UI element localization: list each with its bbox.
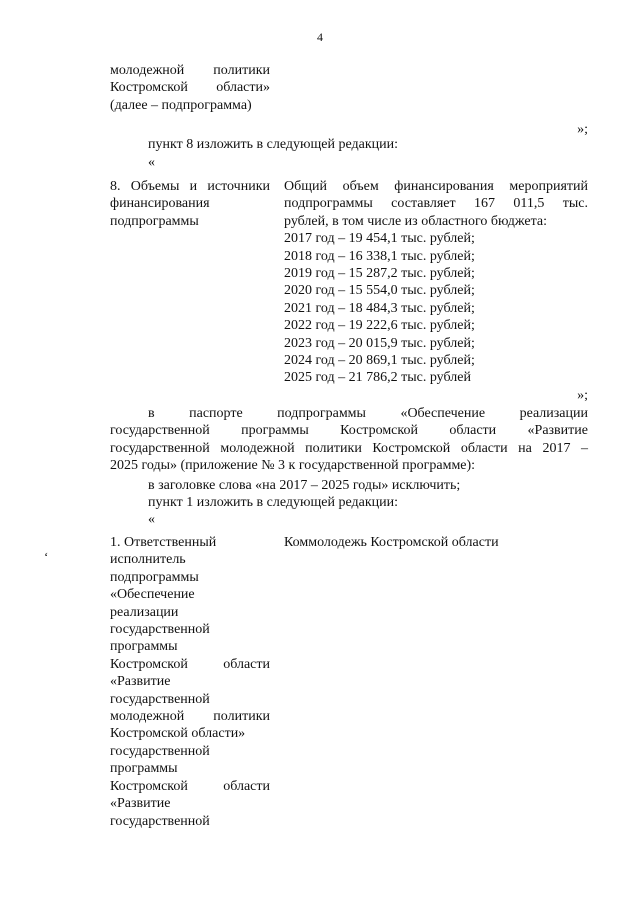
table1-right-line: 2019 год – 15 287,2 тыс. рублей; <box>284 266 475 282</box>
table2-left-line: исполнитель <box>110 552 186 568</box>
table1-right-line: 2022 год – 19 222,6 тыс. рублей; <box>284 318 475 334</box>
table2-left-line: государственной <box>110 622 210 638</box>
table2-left-line: государственной <box>110 691 210 707</box>
top-line-3: (далее – подпрограмма) <box>110 97 252 113</box>
table1-right-cell <box>284 178 588 387</box>
table2-left-line: Костромской области <box>110 656 270 672</box>
top-block <box>110 62 270 114</box>
table1-left-line: 8. Объемы и источники <box>110 179 270 194</box>
margin-mark: ‘ <box>44 549 49 564</box>
table2-left-line: молодежной политики <box>110 709 270 725</box>
table1-right-line: 2017 год – 19 454,1 тыс. рублей; <box>284 231 475 247</box>
item8-intro: пункт 8 изложить в следующей редакции: <box>148 137 398 152</box>
paragraph-line: государственной программы Костромской области «Развитие <box>110 423 588 439</box>
paragraph-line: государственной молодежной политики Костромской области на 2017 – <box>110 440 588 456</box>
table1-right-line: Общий объем финансирования мероприятий <box>284 179 588 194</box>
table1-left-line: подпрограммы <box>110 213 199 229</box>
opening-quote-2: « <box>148 512 155 527</box>
table2-left-line: «Развитие <box>110 796 171 812</box>
table1-left-cell <box>110 178 270 230</box>
table2-left-line: «Развитие <box>110 674 171 690</box>
table1-right-line: 2025 год – 21 786,2 тыс. рублей <box>284 370 471 386</box>
top-line-1: молодежной политики <box>110 63 270 78</box>
table2-left-line: государственной <box>110 743 210 759</box>
table2-left-line: Костромской области <box>110 778 270 794</box>
table1-right-line: 2024 год – 20 869,1 тыс. рублей; <box>284 353 475 369</box>
table1-right-line: рублей, в том числе из областного бюджета: <box>284 213 547 229</box>
closing-quote-1: »; <box>577 122 588 137</box>
table1-right-line: подпрограммы составляет 167 011,5 тыс. <box>284 196 588 212</box>
table1-right-line: 2021 год – 18 484,3 тыс. рублей; <box>284 300 475 316</box>
amendment-paragraph <box>110 405 588 475</box>
table1-right-line: 2018 год – 16 338,1 тыс. рублей; <box>284 248 475 264</box>
table2-left-line: подпрограммы <box>110 569 199 585</box>
table2-left-line: Костромской области» <box>110 726 246 742</box>
table2-left-line: «Обеспечение <box>110 587 195 603</box>
instruction-1: в заголовке слова «на 2017 – 2025 годы» исключить; <box>148 478 461 493</box>
table2-left-cell <box>110 534 270 830</box>
table1-right-line: 2023 год – 20 015,9 тыс. рублей; <box>284 335 475 351</box>
table1-right-line: 2020 год – 15 554,0 тыс. рублей; <box>284 283 475 299</box>
table2-left-line: государственной <box>110 813 210 829</box>
opening-quote-1: « <box>148 155 155 170</box>
paragraph-line: 2025 годы» (приложение № 3 к государственной программе): <box>110 458 476 474</box>
instruction-2: пункт 1 изложить в следующей редакции: <box>148 495 398 510</box>
table2-left-line: программы <box>110 639 178 655</box>
table2-right-cell: Коммолодежь Костромской области <box>284 535 499 550</box>
table2-left-line: реализации <box>110 604 179 620</box>
closing-quote-2: »; <box>577 388 588 403</box>
table2-left-line: программы <box>110 761 178 777</box>
page-number: 4 <box>317 30 323 44</box>
table2-left-line: 1. Ответственный <box>110 535 217 550</box>
paragraph-line: в паспорте подпрограммы «Обеспечение реализации <box>148 406 588 421</box>
top-line-2: Костромской области» <box>110 80 270 96</box>
table1-left-line: финансирования <box>110 196 210 212</box>
